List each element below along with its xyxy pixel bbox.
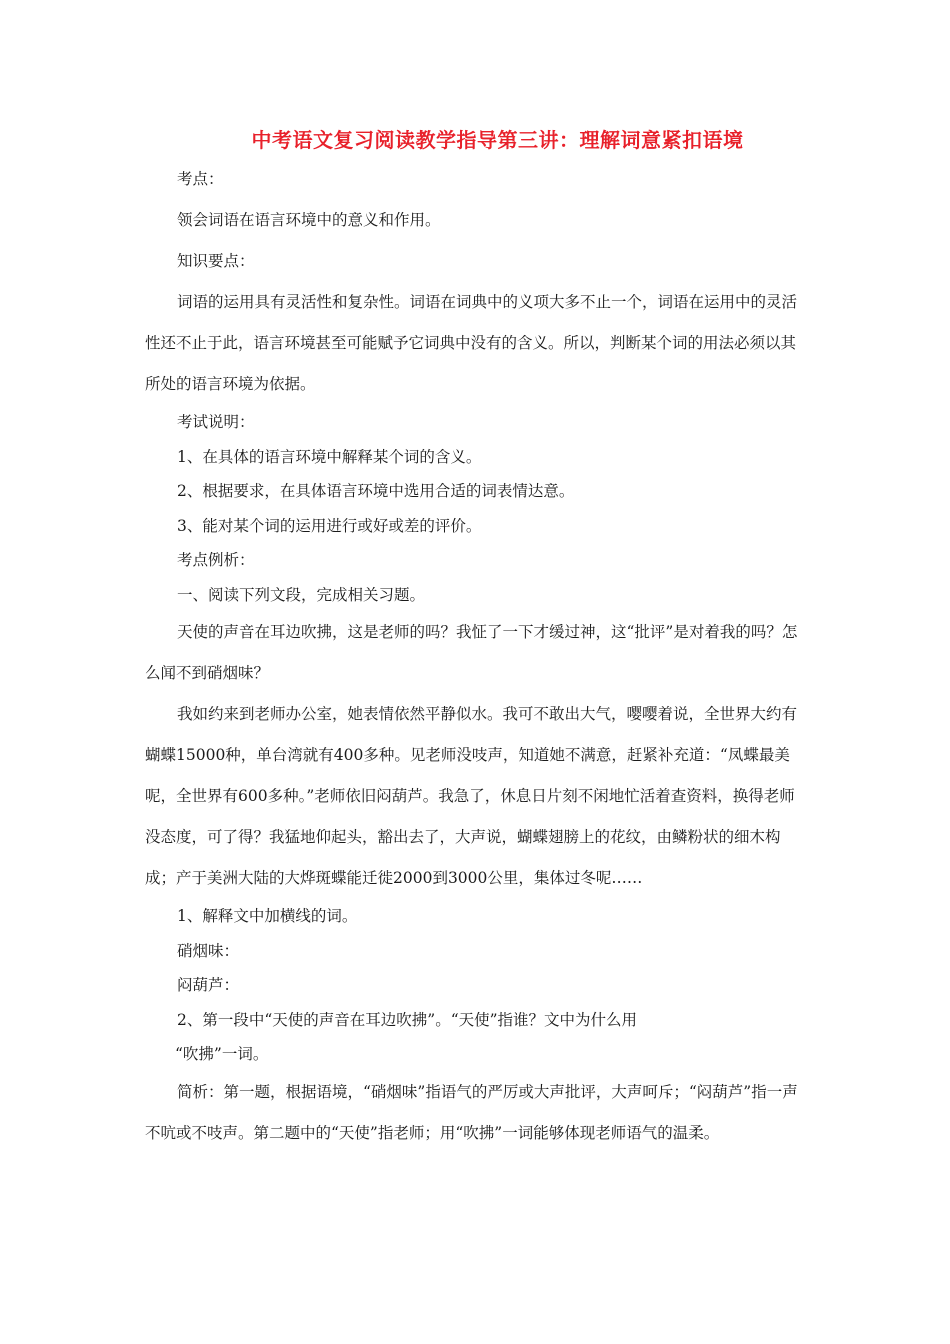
paragraph: 我如约来到老师办公室，她表情依然平静似水。我可不敢出大气，嘤嘤着说，全世界大约有蝴蝶15000种，单台湾就有400多种。见老师没吱声，知道她不满意，赶紧补充道：“凤蝶最美呢，全世界有600多种。”老师依旧闷葫芦。我急了，休息日片刻不闲地忙活着查资料，换得老师没态度，可了得？我猛地仰起头，豁出去了，大声说，蝴蝶翅膀上的花纹，由鳞粉状的细木构成；产于美洲大陆的大烨斑蝶能迁徙2000到3000公里，集体过冬呢……	[145, 705, 798, 887]
question: 2、第一段中“天使的声音在耳边吹拂”。“天使”指谁？文中为什么用	[177, 1010, 638, 1029]
list-item: 3、能对某个词的运用进行或好或差的评价。	[177, 516, 482, 535]
heading-exam-point: 考点：	[177, 170, 224, 188]
document-body	[145, 159, 805, 1154]
heading-examples: 考点例析：	[177, 551, 255, 569]
list-item: 2、根据要求，在具体语言环境中选用合适的词表情达意。	[177, 482, 575, 500]
answer-blank: 闷葫芦：	[177, 976, 240, 994]
answer-blank: 硝烟味：	[177, 941, 240, 960]
paragraph: 词语的运用具有灵活性和复杂性。词语在词典中的义项大多不止一个，词语在运用中的灵活性还不止于此，语言环境甚至可能赋予它词典中没有的含义。所以，判断某个词的用法必须以其所处的语言环境为依据。	[145, 293, 798, 393]
question-continued: “吹拂”一词。	[175, 1045, 269, 1063]
list-item: 1、在具体的语言环境中解释某个词的含义。	[177, 447, 482, 466]
paragraph: 领会词语在语言环境中的意义和作用。	[177, 211, 441, 229]
heading-exam-notes: 考试说明：	[177, 413, 255, 431]
analysis: 简析：第一题，根据语境，“硝烟味”指语气的严厉或大声批评，大声呵斥；“闷葫芦”指一声不吭或不吱声。第二题中的“天使”指老师；用“吹拂”一词能够体现老师语气的温柔。	[145, 1082, 798, 1142]
paragraph: 天使的声音在耳边吹拂，这是老师的吗？我怔了一下才缓过神，这“批评”是对着我的吗？怎么闻不到硝烟味？	[145, 623, 798, 682]
question: 1、解释文中加横线的词。	[177, 907, 358, 925]
heading-knowledge: 知识要点：	[177, 252, 255, 270]
document-title: 中考语文复习阅读教学指导第三讲：理解词意紧扣语境	[251, 128, 744, 152]
paragraph: 一、阅读下列文段，完成相关习题。	[177, 585, 426, 604]
